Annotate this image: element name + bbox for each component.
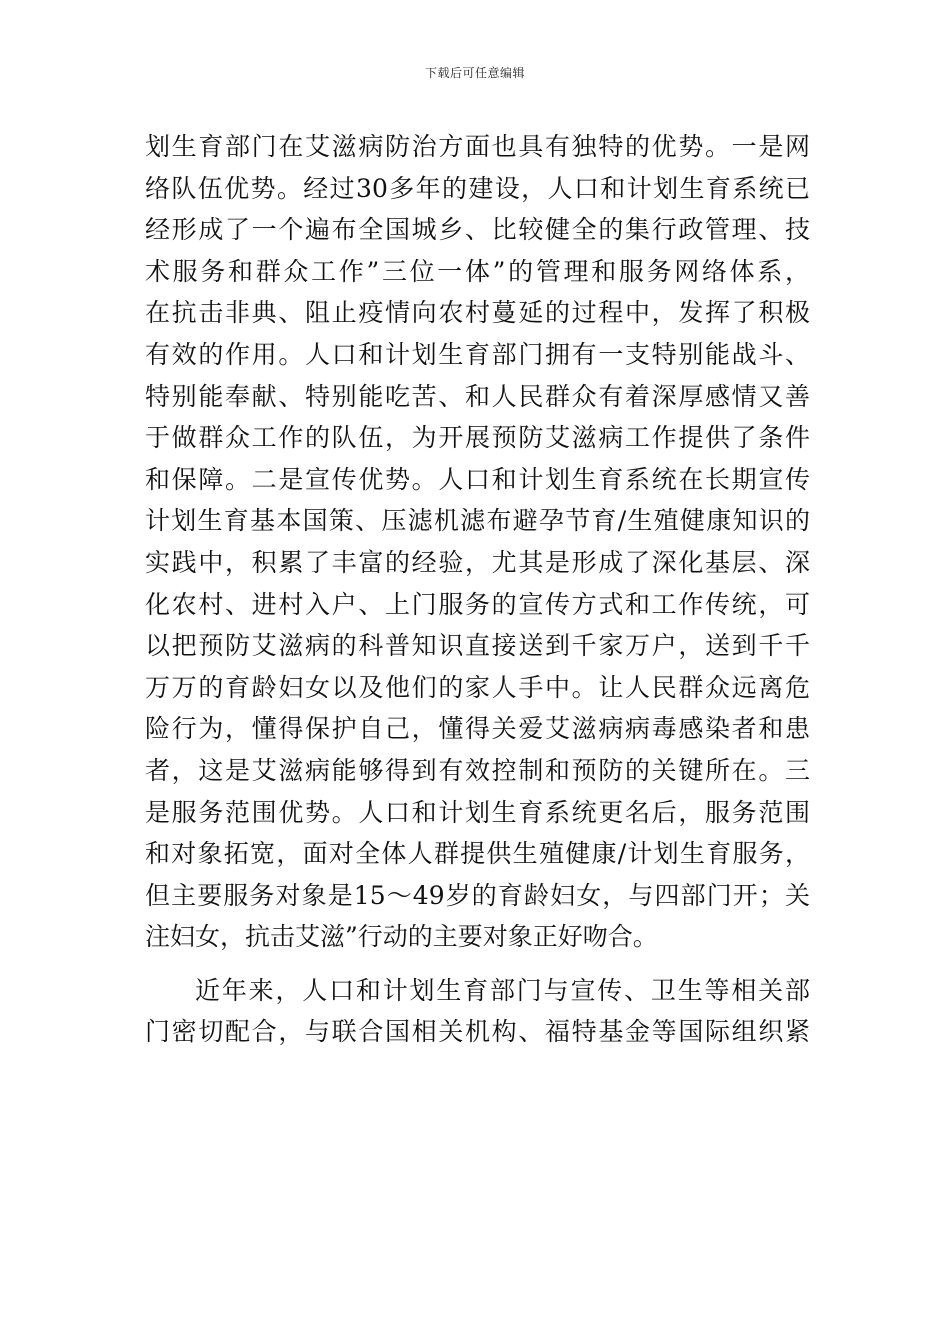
page-header: 下载后可任意编辑	[424, 66, 525, 80]
text-line: 但主要服务对象是15～49岁的育龄妇女，与四部门开；关	[145, 880, 810, 910]
text-line: 计划生育基本国策、压滤机滤布避孕节育/生殖健康知识的	[145, 506, 810, 536]
text-line: 在抗击非典、阻止疫情向农村蔓延的过程中，发挥了积极	[145, 298, 810, 328]
text-line: 万万的育龄妇女以及他们的家人手中。让人民群众远离危	[145, 672, 810, 702]
text-line: 术服务和群众工作”三位一体”的管理和服务网络体系，	[145, 256, 810, 286]
text-line: 和对象拓宽，面对全体人群提供生殖健康/计划生育服务，	[145, 839, 810, 869]
text-line: 注妇女，抗击艾滋”行动的主要对象正好吻合。	[145, 922, 658, 952]
paragraph-2	[145, 970, 810, 1053]
text-line: 险行为，懂得保护自己，懂得关爱艾滋病病毒感染者和患	[145, 714, 810, 744]
text-line: 实践中，积累了丰富的经验，尤其是形成了深化基层、深	[145, 547, 810, 577]
text-line: 于做群众工作的队伍，为开展预防艾滋病工作提供了条件	[145, 423, 810, 453]
text-line: 划生育部门在艾滋病防治方面也具有独特的优势。一是网	[145, 132, 810, 161]
text-line: 以把预防艾滋病的科普知识直接送到千家万户，送到千千	[145, 631, 810, 661]
text-line: 和保障。二是宣传优势。人口和计划生育系统在长期宣传	[145, 464, 810, 494]
text-line: 络队伍优势。经过30多年的建设，人口和计划生育系统已	[145, 173, 810, 203]
document-body	[145, 126, 810, 1053]
text-line: 是服务范围优势。人口和计划生育系统更名后，服务范围	[145, 797, 810, 827]
paragraph-1	[145, 126, 810, 958]
text-line: 特别能奉献、特别能吃苦、和人民群众有着深厚感情又善	[145, 381, 810, 411]
text-line: 者，这是艾滋病能够得到有效控制和预防的关键所在。三	[145, 755, 810, 785]
text-line: 近年来，人口和计划生育部门与宣传、卫生等相关部	[195, 975, 810, 1005]
text-line: 门密切配合，与联合国相关机构、福特基金等国际组织紧	[145, 1017, 810, 1047]
paragraph-gap	[145, 958, 810, 970]
text-line: 经形成了一个遍布全国城乡、比较健全的集行政管理、技	[145, 215, 810, 245]
text-line: 化农村、进村入户、上门服务的宣传方式和工作传统，可	[145, 589, 810, 619]
text-line: 有效的作用。人口和计划生育部门拥有一支特别能战斗、	[145, 339, 810, 369]
